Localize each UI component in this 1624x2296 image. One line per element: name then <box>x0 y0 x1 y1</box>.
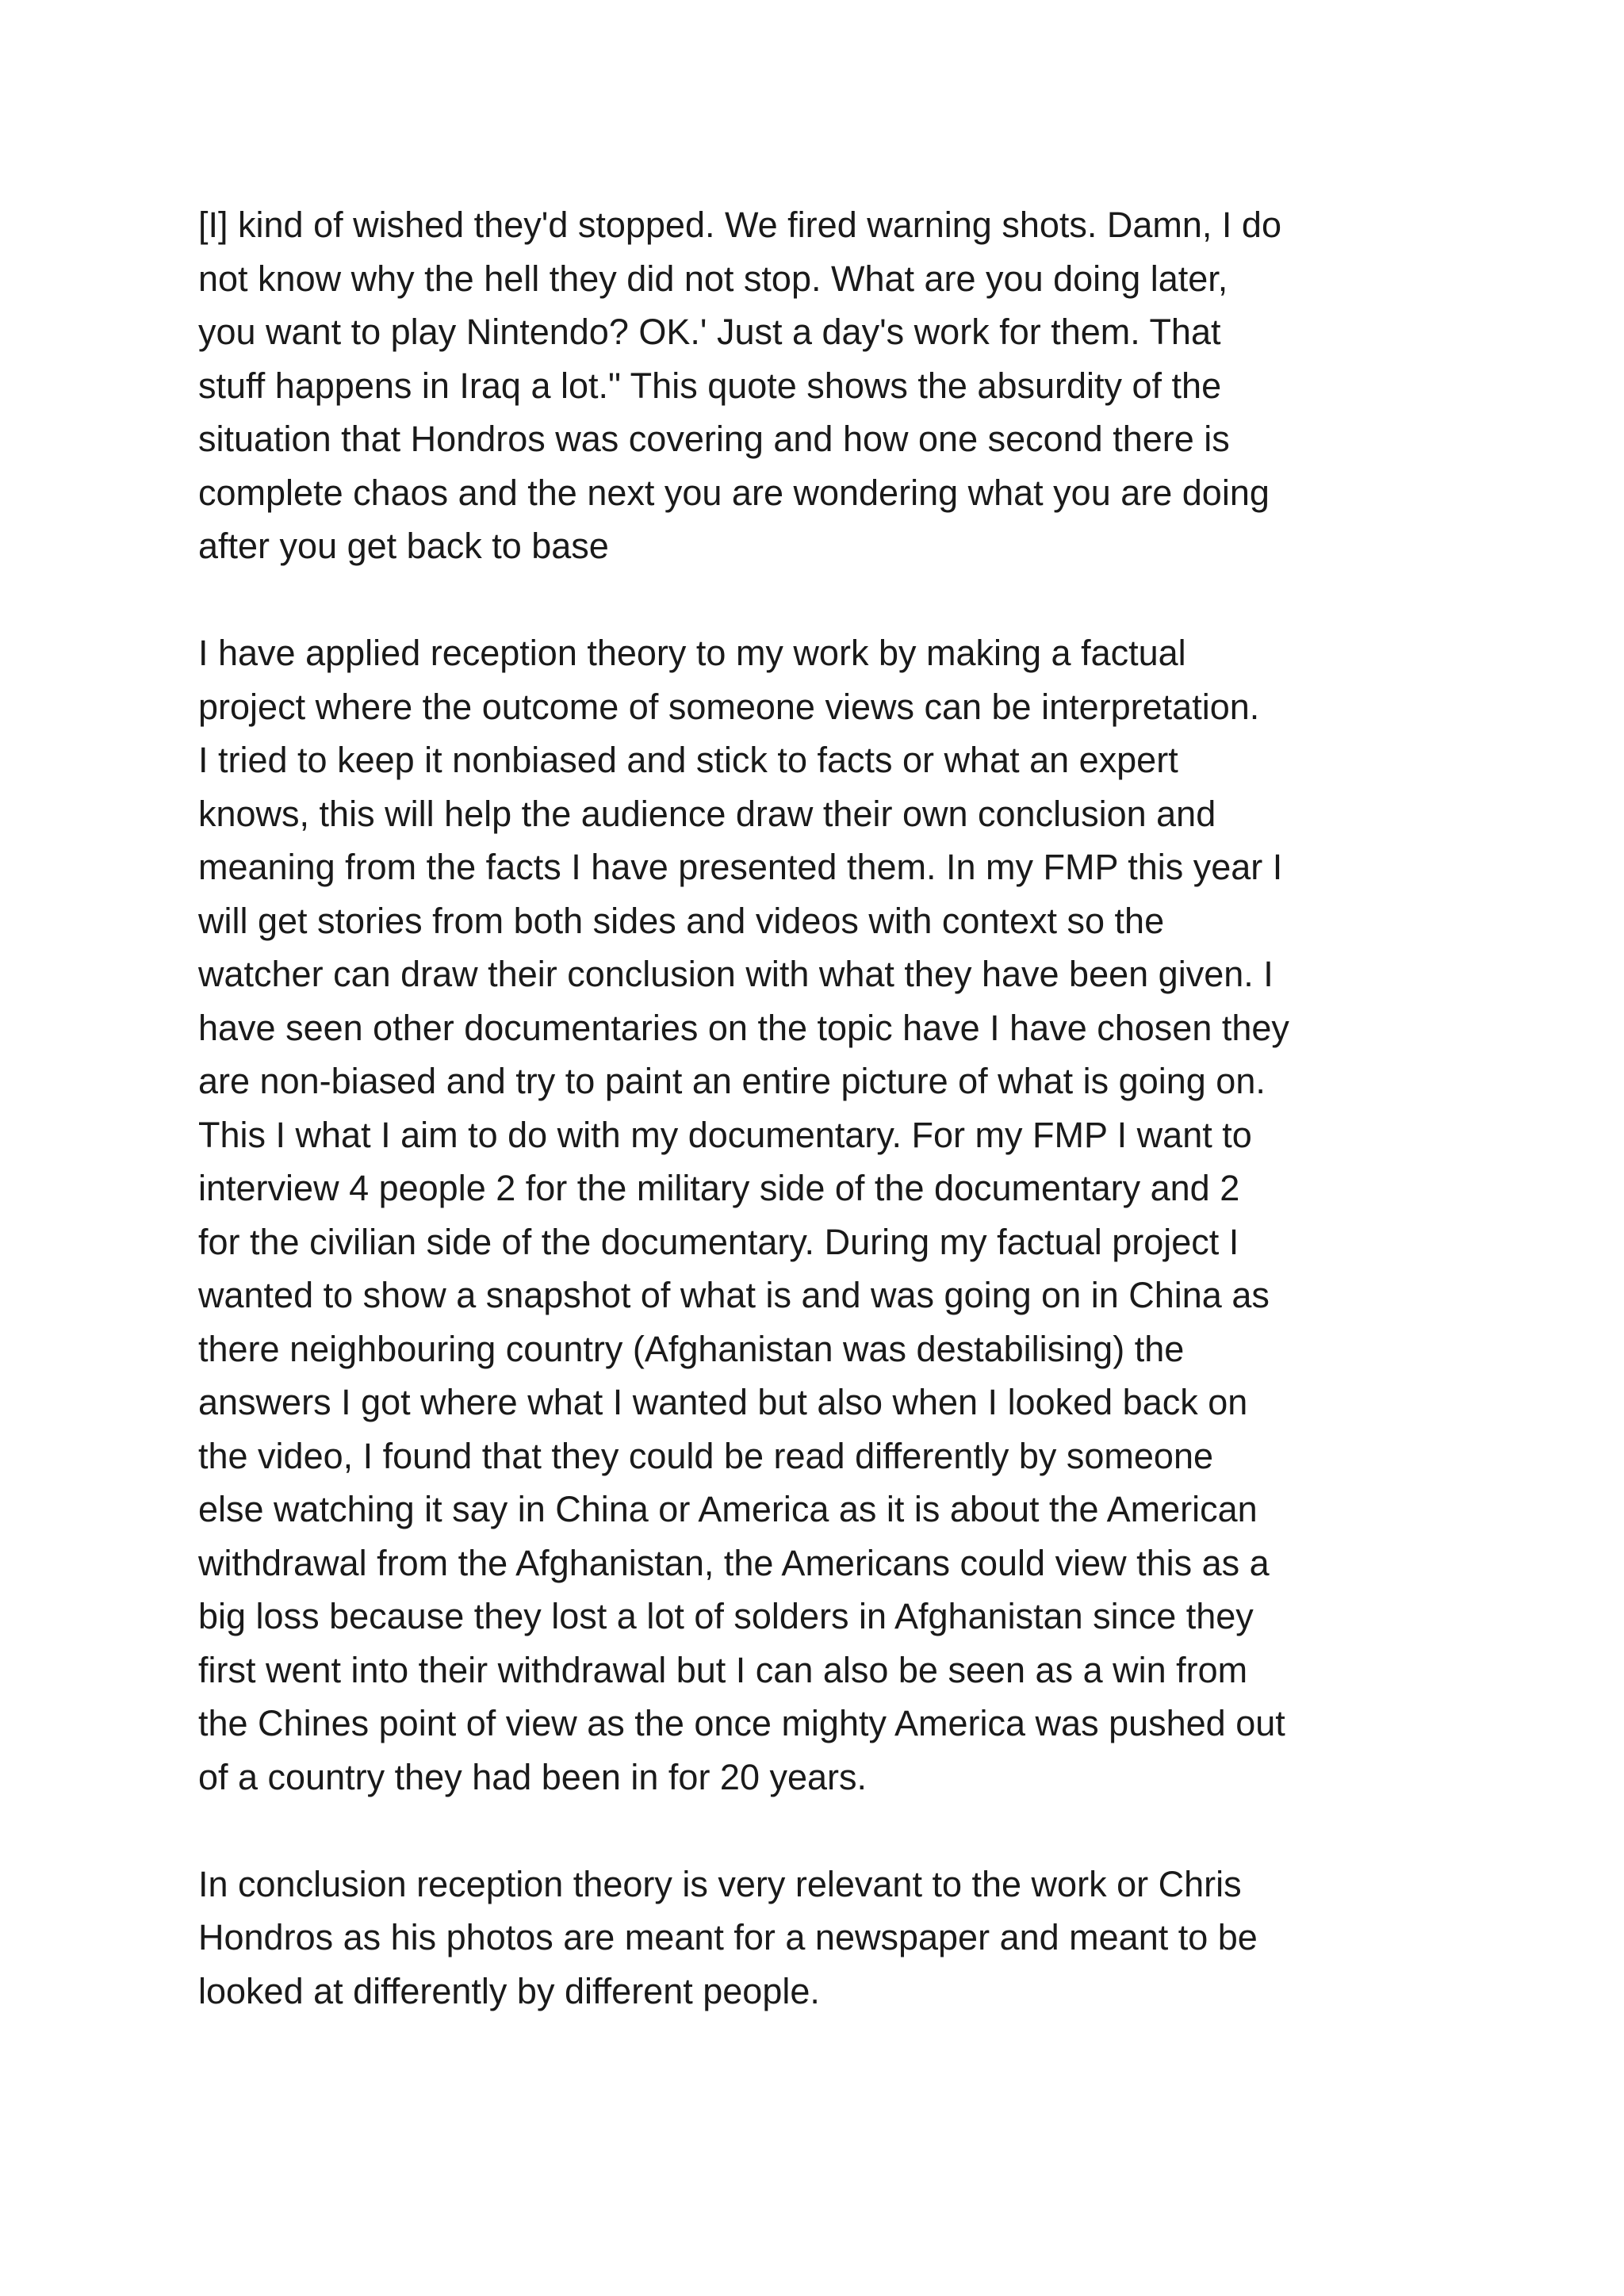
text-line: the Chines point of view as the once mighty America was pushed out <box>198 1703 1285 1743</box>
text-line: big loss because they lost a lot of solders in Afghanistan since they <box>198 1596 1254 1636</box>
text-line: I tried to keep it nonbiased and stick to facts or what an expert <box>198 740 1178 780</box>
text-line: are non-biased and try to paint an entire picture of what is going on. <box>198 1061 1266 1101</box>
text-line: first went into their withdrawal but I can also be seen as a win from <box>198 1649 1248 1690</box>
text-line: the video, I found that they could be read differently by someone <box>198 1435 1214 1476</box>
text-line: watcher can draw their conclusion with what they have been given. I <box>198 954 1274 994</box>
text-line: else watching it say in China or America as it is about the American <box>198 1489 1258 1529</box>
text-line: not know why the hell they did not stop. What are you doing later, <box>198 258 1228 299</box>
text-line: for the civilian side of the documentary. During my factual project I <box>198 1221 1239 1262</box>
text-line: project where the outcome of someone views can be interpretation. <box>198 686 1260 727</box>
text-line: answers I got where what I wanted but also when I looked back on <box>198 1382 1248 1422</box>
text-line: have seen other documentaries on the topic have I have chosen they <box>198 1007 1289 1048</box>
text-line: [I] kind of wished they'd stopped. We fired warning shots. Damn, I do <box>198 205 1281 245</box>
text-line: interview 4 people 2 for the military side of the documentary and 2 <box>198 1168 1240 1208</box>
text-line: of a country they had been in for 20 years. <box>198 1756 868 1797</box>
text-line: wanted to show a snapshot of what is and was going on in China as <box>198 1275 1270 1315</box>
text-line: after you get back to base <box>198 526 609 566</box>
text-line: you want to play Nintendo? OK.' Just a day's work for them. That <box>198 312 1221 352</box>
text-line: Hondros as his photos are meant for a newspaper and meant to be <box>198 1917 1258 1957</box>
document-body <box>198 198 1499 2072</box>
text-line: I have applied reception theory to my work by making a factual <box>198 633 1186 673</box>
text-line: complete chaos and the next you are wondering what you are doing <box>198 472 1270 513</box>
text-line: situation that Hondros was covering and how one second there is <box>198 419 1230 459</box>
paragraph-reception-theory-application <box>198 626 1499 1804</box>
text-line: This I what I aim to do with my documentary. For my FMP I want to <box>198 1114 1252 1155</box>
paragraph-conclusion <box>198 1858 1499 2019</box>
text-line: there neighbouring country (Afghanistan was destabilising) the <box>198 1328 1185 1369</box>
paragraph-hondros-quote <box>198 198 1499 573</box>
text-line: withdrawal from the Afghanistan, the Americans could view this as a <box>198 1542 1270 1583</box>
text-line: looked at differently by different people. <box>198 1970 820 2011</box>
text-line: meaning from the facts I have presented them. In my FMP this year I <box>198 847 1283 887</box>
text-line: In conclusion reception theory is very relevant to the work or Chris <box>198 1863 1242 1904</box>
text-line: stuff happens in Iraq a lot." This quote shows the absurdity of the <box>198 365 1222 406</box>
text-line: knows, this will help the audience draw their own conclusion and <box>198 793 1216 834</box>
text-line: will get stories from both sides and videos with context so the <box>198 900 1165 941</box>
